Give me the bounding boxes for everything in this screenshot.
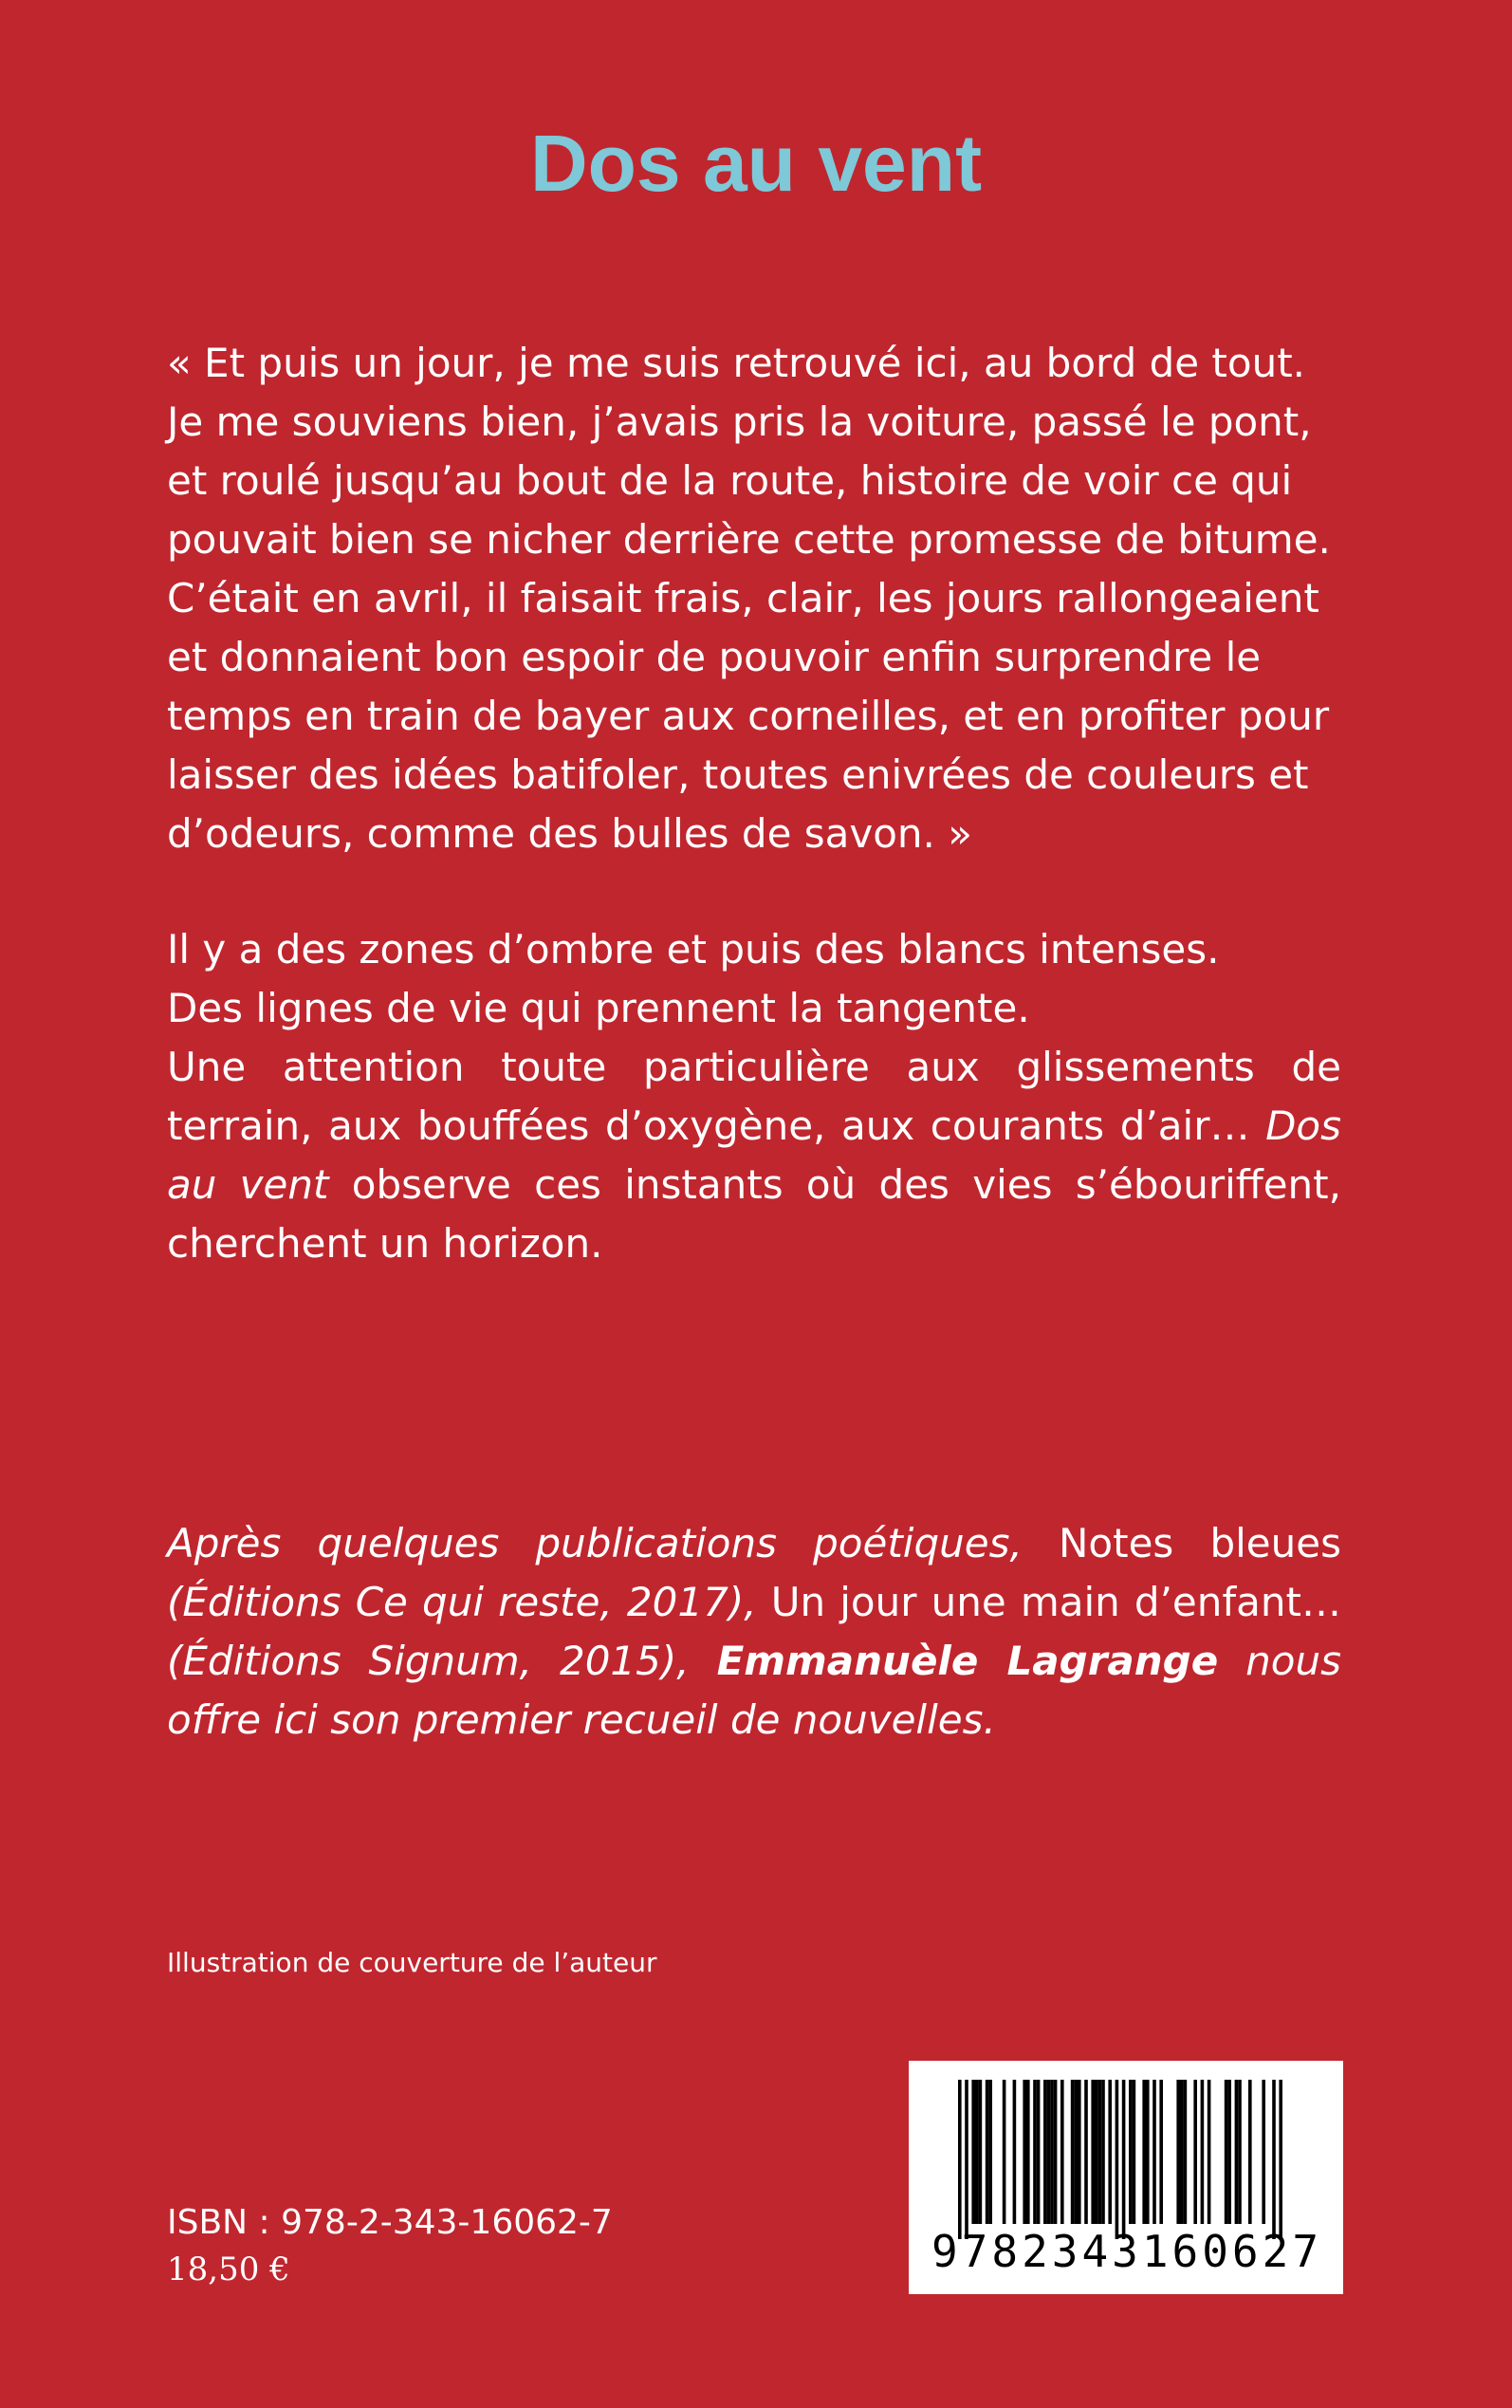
barcode-bar — [1116, 2080, 1119, 2239]
barcode-bar — [1060, 2080, 1064, 2224]
barcode-bar — [979, 2080, 983, 2224]
barcode-bar — [1101, 2080, 1105, 2224]
barcode-bar — [1122, 2080, 1126, 2239]
barcode-bar — [986, 2080, 989, 2224]
excerpt-line: laisser des idées batifoler, toutes enivrées de couleurs et — [167, 751, 1309, 798]
barcode-bar — [1225, 2080, 1228, 2224]
excerpt-line: C’était en avril, il faisait frais, clair, les jours rallongeaient — [167, 575, 1319, 621]
barcode-bar — [1033, 2080, 1037, 2224]
barcode-bar — [1180, 2080, 1184, 2224]
barcode-bar — [1279, 2080, 1282, 2239]
summary-title-italic: Dos au vent — [167, 1102, 1341, 1208]
barcode-bar — [1152, 2080, 1156, 2224]
barcode-bar — [1084, 2080, 1088, 2224]
barcode-bar — [1184, 2080, 1188, 2224]
barcode-bar — [1133, 2080, 1136, 2224]
barcode — [909, 2061, 1343, 2294]
excerpt-line: d’odeurs, comme des bulles de savon. » — [167, 810, 972, 857]
illustration-credit: Illustration de couverture de l’auteur — [167, 1947, 657, 1978]
summary-text-start: Une attention toute particulière aux glissements de terrain, aux bouffées d’oxygène, aux courants d’air… — [167, 1044, 1341, 1149]
barcode-bar — [1238, 2080, 1242, 2224]
summary-line: Des lignes de vie qui prennent la tangente. — [167, 985, 1030, 1031]
barcode-bar — [1176, 2080, 1180, 2224]
barcode-bar — [1248, 2080, 1252, 2224]
barcode-bar — [1078, 2080, 1081, 2224]
barcode-bar — [1129, 2080, 1133, 2224]
barcode-bar — [1146, 2080, 1150, 2224]
excerpt-line: Je me souviens bien, j’avais pris la voiture, passé le pont, — [167, 398, 1312, 445]
barcode-bar — [965, 2080, 968, 2239]
barcode-bar — [1043, 2080, 1047, 2224]
barcode-bar — [1091, 2080, 1095, 2224]
bio-work2: Un jour une main d’enfant… — [756, 1579, 1342, 1625]
barcode-bar — [1227, 2080, 1231, 2224]
excerpt-line: et roulé jusqu’au bout de la route, histoire de voir ce qui — [167, 457, 1293, 504]
barcode-bar — [1193, 2080, 1197, 2224]
excerpt-line: « Et puis un jour, je me suis retrouvé ici, au bord de tout. — [167, 340, 1306, 386]
barcode-bar — [988, 2080, 992, 2224]
summary-text-end: observe ces instants où des vies s’ébouriffent, cherchent un horizon. — [167, 1161, 1341, 1267]
barcode-bar — [1108, 2080, 1112, 2224]
bio-part4: nous offre ici son premier recueil de nouvelles. — [167, 1638, 1341, 1743]
barcode-bar — [1026, 2080, 1030, 2224]
barcode-bar — [1071, 2080, 1075, 2224]
barcode-number: 9782343160627 — [931, 2226, 1323, 2277]
barcode-bar — [1013, 2080, 1017, 2224]
bio-work1: Notes bleues — [1022, 1520, 1341, 1566]
barcode-bar — [1054, 2080, 1058, 2224]
barcode-bar — [1074, 2080, 1078, 2224]
barcode-bar — [1272, 2080, 1276, 2239]
author-bio — [167, 1514, 1341, 1750]
barcode-bar — [1003, 2080, 1006, 2224]
excerpt-line: pouvait bien se nicher derrière cette promesse de bitume. — [167, 516, 1331, 563]
summary-line: Il y a des zones d’ombre et puis des blancs intenses. — [167, 926, 1220, 972]
price: 18,50 € — [167, 2251, 290, 2288]
barcode-bar — [1142, 2080, 1146, 2224]
book-title: Dos au vent — [529, 119, 983, 208]
bio-part3: (Éditions Signum, 2015), — [167, 1638, 717, 1684]
barcode-bar — [1095, 2080, 1098, 2224]
barcode-bar — [1201, 2080, 1205, 2224]
barcode-bar — [1098, 2080, 1102, 2224]
bio-part1: Après quelques publications poétiques, — [167, 1520, 1023, 1566]
barcode-bar — [1037, 2080, 1041, 2224]
isbn: ISBN : 978-2-343-16062-7 — [167, 2203, 613, 2242]
book-excerpt — [167, 334, 1341, 863]
barcode-bar — [975, 2080, 979, 2224]
excerpt-line: temps en train de bayer aux corneilles, et en profiter pour — [167, 693, 1330, 739]
bio-part2: (Éditions Ce qui reste, 2017), — [167, 1579, 757, 1625]
excerpt-line: et donnaient bon espoir de pouvoir enfin surprendre le — [167, 634, 1262, 680]
barcode-bar — [1235, 2080, 1239, 2224]
barcode-bar — [1262, 2080, 1265, 2224]
barcode-bar — [1023, 2080, 1026, 2224]
author-bio-text — [167, 1514, 1341, 1750]
author-name: Emmanuèle Lagrange — [716, 1638, 1219, 1684]
barcode-bar — [1159, 2080, 1163, 2224]
barcode-bar — [958, 2080, 962, 2239]
barcode-bar — [1208, 2080, 1211, 2224]
book-summary — [167, 920, 1341, 1273]
barcode-bar — [1047, 2080, 1051, 2224]
summary-text — [167, 1038, 1341, 1273]
barcode-bar — [1050, 2080, 1054, 2224]
barcode-bar — [971, 2080, 975, 2224]
